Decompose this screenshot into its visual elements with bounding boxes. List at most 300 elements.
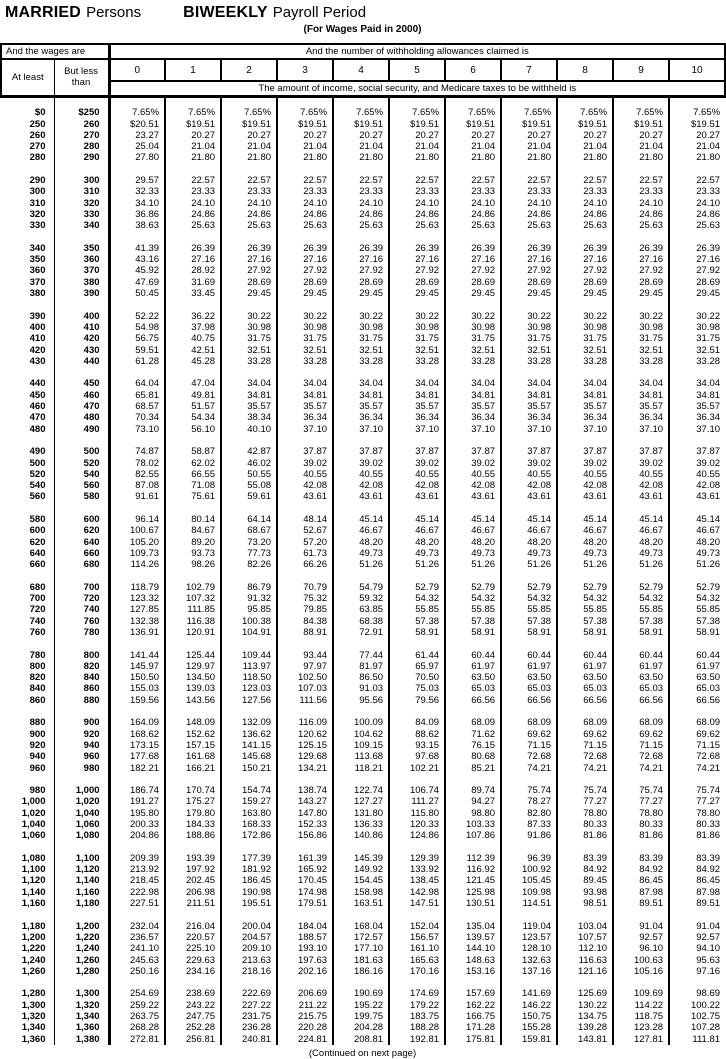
table-header (1, 44, 725, 96)
spacer-cell (333, 706, 389, 717)
spacer-cell (165, 977, 221, 988)
cell-withheld-amount: 21.04 (165, 141, 221, 152)
table-row (1, 424, 725, 435)
table-row (1, 988, 725, 999)
spacer-cell (54, 232, 109, 243)
cell-withheld-amount: 134.75 (557, 1011, 613, 1022)
cell-withheld-amount: 21.04 (277, 141, 333, 152)
cell-wage-less-than: 340 (54, 220, 109, 231)
cell-withheld-amount: 172.57 (333, 932, 389, 943)
cell-withheld-amount: 125.98 (445, 887, 501, 898)
cell-withheld-amount: 54.32 (557, 593, 613, 604)
cell-withheld-amount: 96.14 (109, 514, 165, 525)
spacer-cell (669, 774, 725, 785)
cell-withheld-amount: 33.28 (445, 356, 501, 367)
cell-withheld-amount: 106.74 (389, 785, 445, 796)
table-row (1, 717, 725, 728)
cell-wage-less-than: 960 (54, 751, 109, 762)
cell-withheld-amount: 163.51 (333, 898, 389, 909)
cell-wage-at-least: 1,340 (1, 1022, 54, 1033)
cell-withheld-amount: 48.14 (277, 514, 333, 525)
cell-withheld-amount: 21.04 (696, 141, 721, 153)
cell-withheld-amount: 135.04 (445, 921, 501, 932)
cell-withheld-amount: 63.50 (445, 672, 501, 683)
cell-withheld-amount: 87.98 (613, 887, 669, 898)
cell-withheld-amount: 199.75 (333, 1011, 389, 1022)
cell-withheld-amount: 57.38 (696, 615, 721, 627)
cell-withheld-amount: 40.55 (501, 469, 557, 480)
table-row (1, 875, 725, 886)
cell-withheld-amount: 29.45 (333, 288, 389, 299)
cell-wage-at-least: 1,300 (1, 1000, 54, 1011)
cell-withheld-amount: $19.51 (221, 119, 277, 130)
cell-withheld-amount: 165.63 (389, 955, 445, 966)
cell-withheld-amount: 165.92 (277, 864, 333, 875)
cell-withheld-amount: 150.21 (221, 763, 277, 774)
table-row (1, 198, 725, 209)
cell-withheld-amount: 75.74 (696, 785, 721, 797)
cell-withheld-amount: 68.09 (696, 717, 721, 729)
cell-withheld-amount: 155.28 (501, 1022, 557, 1033)
cell-withheld-amount: 22.57 (221, 175, 277, 186)
cell-withheld-amount: 168.62 (109, 729, 165, 740)
cell-withheld-amount: 68.09 (501, 717, 557, 728)
cell-withheld-amount: 33.28 (221, 356, 277, 367)
spacer-cell (501, 570, 557, 581)
cell-withheld-amount: 118.21 (333, 763, 389, 774)
cell-withheld-amount: 102.75 (690, 1011, 721, 1023)
table-row (1, 141, 725, 152)
cell-withheld-amount: 92.57 (696, 931, 721, 943)
cell-withheld-amount: 218.45 (109, 875, 165, 886)
spacer-cell (613, 570, 669, 581)
cell-withheld-amount: 48.20 (613, 537, 669, 548)
cell-withheld-amount: 30.22 (277, 311, 333, 322)
cell-withheld-amount: 216.04 (165, 921, 221, 932)
cell-withheld-amount: 29.45 (613, 288, 669, 299)
cell-withheld-amount: 40.55 (333, 469, 389, 480)
withholding-table (0, 43, 726, 1045)
cell-withheld-amount: 190.98 (221, 887, 277, 898)
cell-withheld-amount: 157.15 (165, 740, 221, 751)
cell-withheld-amount: 34.04 (696, 378, 721, 390)
table-row (1, 593, 725, 604)
cell-withheld-amount: 36.34 (557, 412, 613, 423)
cell-wage-less-than: 1,360 (54, 1022, 109, 1033)
cell-withheld-amount: 174.69 (389, 988, 445, 999)
cell-withheld-amount: 145.39 (333, 853, 389, 864)
cell-wage-less-than: 270 (54, 130, 109, 141)
spacer-cell (389, 96, 445, 107)
table-body (1, 96, 725, 1045)
table-row (1, 175, 725, 186)
cell-withheld-amount: 121.45 (445, 875, 501, 886)
table-row (1, 751, 725, 762)
cell-wage-less-than: 1,000 (54, 785, 109, 796)
cell-withheld-amount: 48.20 (557, 537, 613, 548)
spacer-cell (669, 706, 725, 717)
cell-withheld-amount: 51.26 (696, 559, 721, 571)
cell-withheld-amount: 142.98 (389, 887, 445, 898)
cell-withheld-amount: 215.75 (277, 1011, 333, 1022)
spacer-cell (445, 706, 501, 717)
cell-withheld-amount: 52.22 (109, 311, 165, 322)
spacer-cell (669, 96, 725, 107)
cell-withheld-amount: 29.45 (557, 288, 613, 299)
cell-withheld-amount: 57.38 (557, 616, 613, 627)
cell-withheld-amount: 66.55 (165, 469, 221, 480)
spacer-cell (669, 503, 725, 514)
cell-withheld-amount: 109.69 (613, 988, 669, 999)
cell-withheld-amount: 34.81 (333, 390, 389, 401)
spacer-cell (389, 977, 445, 988)
cell-withheld-amount: 65.97 (389, 661, 445, 672)
cell-withheld-amount: 52.67 (277, 525, 333, 536)
cell-withheld-amount: 30.98 (501, 322, 557, 333)
table-row (1, 480, 725, 491)
cell-withheld-amount: 34.81 (277, 390, 333, 401)
cell-withheld-amount: 225.10 (165, 943, 221, 954)
group-spacer-row (1, 503, 725, 514)
cell-withheld-amount: 139.28 (557, 1022, 613, 1033)
group-spacer-row (1, 977, 725, 988)
cell-withheld-amount: 136.91 (109, 627, 165, 638)
cell-withheld-amount: 59.61 (221, 491, 277, 502)
cell-wage-less-than: 1,100 (54, 853, 109, 864)
cell-wage-at-least: 450 (1, 390, 54, 401)
cell-withheld-amount: 30.98 (389, 322, 445, 333)
group-spacer-row (1, 299, 725, 310)
cell-withheld-amount: 89.51 (613, 898, 669, 909)
cell-withheld-amount: 43.61 (333, 491, 389, 502)
cell-withheld-amount: 123.03 (221, 683, 277, 694)
table-row (1, 785, 725, 796)
cell-withheld-amount: 27.16 (165, 254, 221, 265)
cell-withheld-amount: 52.79 (445, 582, 501, 593)
cell-withheld-amount: 26.39 (557, 243, 613, 254)
cell-withheld-amount: 40.55 (557, 469, 613, 480)
cell-withheld-amount: 35.57 (445, 401, 501, 412)
cell-withheld-amount: 21.04 (333, 141, 389, 152)
cell-withheld-amount: 89.74 (445, 785, 501, 796)
cell-withheld-amount: 84.38 (277, 616, 333, 627)
cell-withheld-amount: 77.27 (613, 796, 669, 807)
cell-withheld-amount: 27.16 (445, 254, 501, 265)
cell-wage-at-least: 250 (1, 119, 54, 130)
cell-withheld-amount: 247.75 (165, 1011, 221, 1022)
spacer-cell (277, 232, 333, 243)
cell-wage-at-least: 560 (1, 491, 54, 502)
cell-withheld-amount: 64.04 (109, 378, 165, 389)
cell-withheld-amount: 92.57 (613, 932, 669, 943)
cell-withheld-amount: 76.15 (445, 740, 501, 751)
cell-withheld-amount: 65.03 (696, 683, 721, 695)
cell-withheld-amount: 136.62 (221, 729, 277, 740)
cell-withheld-amount: 26.39 (333, 243, 389, 254)
cell-withheld-amount: 68.09 (445, 717, 501, 728)
spacer-cell (445, 96, 501, 107)
cell-withheld-amount: 25.63 (501, 220, 557, 231)
cell-withheld-amount: 55.85 (613, 604, 669, 615)
spacer-cell (389, 435, 445, 446)
cell-withheld-amount: 91.03 (333, 683, 389, 694)
allowance-col-1: 1 (165, 59, 221, 81)
cell-wage-less-than: 290 (54, 152, 109, 163)
cell-withheld-amount: 27.92 (613, 265, 669, 276)
spacer-cell (1, 367, 54, 378)
cell-withheld-amount: 30.22 (501, 311, 557, 322)
cell-withheld-amount: 35.57 (557, 401, 613, 412)
spacer-cell (1, 232, 54, 243)
table-row (1, 729, 725, 740)
cell-withheld-amount: $19.51 (333, 119, 389, 130)
cell-withheld-amount: 122.74 (333, 785, 389, 796)
cell-wage-at-least: 1,020 (1, 808, 54, 819)
cell-withheld-amount: 27.16 (613, 254, 669, 265)
cell-withheld-amount: 58.91 (613, 627, 669, 638)
spacer-cell (277, 638, 333, 649)
cell-withheld-amount: 114.51 (501, 898, 557, 909)
cell-withheld-amount: 105.20 (109, 537, 165, 548)
cell-withheld-amount: 54.32 (501, 593, 557, 604)
cell-withheld-amount: 159.27 (221, 796, 277, 807)
spacer-cell (221, 503, 277, 514)
spacer-cell (333, 435, 389, 446)
cell-withheld-amount: 171.28 (445, 1022, 501, 1033)
cell-withheld-amount: 42.08 (696, 480, 721, 492)
group-spacer-row (1, 909, 725, 920)
spacer-cell (389, 706, 445, 717)
spacer-cell (221, 774, 277, 785)
cell-withheld-amount: 97.68 (389, 751, 445, 762)
cell-withheld-amount: 141.69 (501, 988, 557, 999)
cell-withheld-amount: 52.79 (501, 582, 557, 593)
cell-withheld-amount: 161.68 (165, 751, 221, 762)
spacer-cell (221, 570, 277, 581)
cell-wage-at-least: 960 (1, 763, 54, 774)
cell-withheld-amount: 168.33 (221, 819, 277, 830)
spacer-cell (109, 164, 165, 175)
cell-withheld-amount: 58.91 (501, 627, 557, 638)
cell-withheld-amount: 25.63 (557, 220, 613, 231)
table-row (1, 864, 725, 875)
cell-withheld-amount: 36.86 (109, 209, 165, 220)
cell-withheld-amount: 166.21 (165, 763, 221, 774)
cell-withheld-amount: 27.92 (445, 265, 501, 276)
cell-withheld-amount: 84.92 (696, 864, 721, 876)
cell-wage-at-least: 700 (1, 593, 54, 604)
cell-withheld-amount: 186.45 (221, 875, 277, 886)
spacer-cell (501, 435, 557, 446)
cell-wage-at-least: $0 (1, 107, 54, 118)
cell-withheld-amount: 24.86 (613, 209, 669, 220)
cell-wage-less-than: 280 (54, 141, 109, 152)
cell-withheld-amount: 29.45 (389, 288, 445, 299)
cell-withheld-amount: 45.14 (389, 514, 445, 525)
cell-wage-at-least: 680 (1, 582, 54, 593)
cell-withheld-amount: 65.03 (613, 683, 669, 694)
spacer-cell (1, 503, 54, 514)
cell-withheld-amount: 37.87 (696, 446, 721, 458)
cell-withheld-amount: 24.10 (501, 198, 557, 209)
table-row (1, 469, 725, 480)
cell-withheld-amount: 23.33 (333, 186, 389, 197)
cell-withheld-amount: 35.57 (613, 401, 669, 412)
cell-withheld-amount: 96.10 (613, 943, 669, 954)
cell-wage-at-least: 370 (1, 277, 54, 288)
cell-wage-at-least: 1,280 (1, 988, 54, 999)
cell-withheld-amount: 75.74 (557, 785, 613, 796)
cell-withheld-amount: 49.73 (333, 548, 389, 559)
allowance-col-5: 5 (389, 59, 445, 81)
cell-withheld-amount: 47.69 (109, 277, 165, 288)
cell-withheld-amount: 54.32 (445, 593, 501, 604)
allowance-col-7: 7 (501, 59, 557, 81)
spacer-cell (501, 909, 557, 920)
cell-withheld-amount: 24.10 (389, 198, 445, 209)
cell-withheld-amount: 132.63 (501, 955, 557, 966)
table-row (1, 378, 725, 389)
spacer-cell (333, 570, 389, 581)
cell-withheld-amount: 29.45 (445, 288, 501, 299)
cell-wage-at-least: 320 (1, 209, 54, 220)
cell-withheld-amount: 24.10 (696, 197, 721, 209)
cell-withheld-amount: 31.75 (696, 333, 721, 345)
cell-withheld-amount: 179.22 (389, 1000, 445, 1011)
cell-withheld-amount: 66.56 (613, 695, 669, 706)
cell-withheld-amount: 24.10 (277, 198, 333, 209)
table-row (1, 1022, 725, 1033)
spacer-cell (277, 367, 333, 378)
cell-withheld-amount: 104.91 (221, 627, 277, 638)
cell-withheld-amount: 236.28 (221, 1022, 277, 1033)
cell-withheld-amount: 49.73 (389, 548, 445, 559)
spacer-cell (54, 367, 109, 378)
spacer-cell (221, 164, 277, 175)
spacer-cell (54, 842, 109, 853)
title-persons: Persons (86, 4, 142, 21)
cell-withheld-amount: 40.55 (613, 469, 669, 480)
cell-withheld-amount: 24.86 (221, 209, 277, 220)
cell-withheld-amount: 30.22 (221, 311, 277, 322)
cell-withheld-amount: 152.62 (165, 729, 221, 740)
cell-withheld-amount: 91.04 (696, 920, 721, 932)
cell-wage-less-than: 430 (54, 345, 109, 356)
cell-withheld-amount: 157.69 (445, 988, 501, 999)
cell-withheld-amount: 23.27 (109, 130, 165, 141)
cell-withheld-amount: 118.79 (109, 582, 165, 593)
cell-withheld-amount: 42.08 (389, 480, 445, 491)
cell-withheld-amount: 119.04 (501, 921, 557, 932)
cell-withheld-amount: 89.51 (696, 898, 721, 910)
cell-wage-at-least: 440 (1, 378, 54, 389)
cell-wage-less-than: 1,300 (54, 988, 109, 999)
cell-wage-less-than: 800 (54, 650, 109, 661)
subtitle-wages-paid-year: (For Wages Paid in 2000) (303, 24, 422, 35)
cell-withheld-amount: 21.80 (221, 152, 277, 163)
cell-withheld-amount: 22.57 (557, 175, 613, 186)
spacer-cell (389, 299, 445, 310)
group-spacer-row (1, 435, 725, 446)
cell-withheld-amount: 40.55 (389, 469, 445, 480)
cell-withheld-amount: 236.57 (109, 932, 165, 943)
cell-withheld-amount: 52.79 (613, 582, 669, 593)
cell-withheld-amount: 20.27 (277, 130, 333, 141)
spacer-cell (54, 570, 109, 581)
cell-withheld-amount: 78.80 (613, 808, 669, 819)
cell-withheld-amount: 46.67 (696, 525, 721, 537)
cell-withheld-amount: 25.63 (221, 220, 277, 231)
spacer-cell (613, 96, 669, 107)
spacer-cell (501, 638, 557, 649)
cell-wage-less-than: 350 (54, 243, 109, 254)
cell-withheld-amount: 58.91 (445, 627, 501, 638)
cell-withheld-amount: 49.73 (613, 548, 669, 559)
cell-withheld-amount: 49.73 (557, 548, 613, 559)
cell-wage-less-than: 320 (54, 198, 109, 209)
table-row (1, 921, 725, 932)
cell-withheld-amount: 27.16 (696, 254, 721, 266)
cell-wage-less-than: 1,160 (54, 887, 109, 898)
cell-withheld-amount: 54.34 (165, 412, 221, 423)
cell-withheld-amount: 172.86 (221, 830, 277, 841)
spacer-cell (165, 96, 221, 107)
cell-wage-less-than: 500 (54, 446, 109, 457)
cell-withheld-amount: 30.98 (445, 322, 501, 333)
cell-withheld-amount: 45.28 (165, 356, 221, 367)
cell-withheld-amount: 77.73 (221, 548, 277, 559)
spacer-cell (165, 435, 221, 446)
cell-withheld-amount: 120.33 (389, 819, 445, 830)
cell-wage-less-than: 310 (54, 186, 109, 197)
cell-withheld-amount: 77.27 (557, 796, 613, 807)
cell-wage-less-than: 700 (54, 582, 109, 593)
spacer-cell (1, 842, 54, 853)
cell-withheld-amount: 121.16 (557, 966, 613, 977)
header-row-caption (1, 81, 725, 96)
cell-wage-at-least: 360 (1, 265, 54, 276)
cell-wage-at-least: 460 (1, 401, 54, 412)
cell-withheld-amount: 28.69 (613, 277, 669, 288)
cell-withheld-amount: 173.15 (109, 740, 165, 751)
cell-withheld-amount: 61.28 (109, 356, 165, 367)
cell-withheld-amount: 57.38 (501, 616, 557, 627)
cell-withheld-amount: 179.80 (165, 808, 221, 819)
cell-withheld-amount: 127.85 (109, 604, 165, 615)
cell-withheld-amount: 48.20 (501, 537, 557, 548)
allowance-col-0: 0 (109, 59, 165, 81)
spacer-cell (389, 570, 445, 581)
spacer-cell (109, 367, 165, 378)
cell-withheld-amount: $19.51 (445, 119, 501, 130)
cell-wage-less-than: 1,260 (54, 955, 109, 966)
cell-withheld-amount: 132.38 (109, 616, 165, 627)
spacer-cell (165, 706, 221, 717)
spacer-cell (501, 706, 557, 717)
group-spacer-row (1, 96, 725, 107)
header-row-wages (1, 44, 725, 59)
cell-withheld-amount: 35.57 (389, 401, 445, 412)
cell-withheld-amount: 36.34 (277, 412, 333, 423)
cell-withheld-amount: 68.38 (333, 616, 389, 627)
spacer-cell (277, 842, 333, 853)
cell-withheld-amount: 158.98 (333, 887, 389, 898)
cell-withheld-amount: 166.75 (445, 1011, 501, 1022)
spacer-cell (501, 774, 557, 785)
cell-wage-at-least: 1,180 (1, 921, 54, 932)
cell-withheld-amount: 268.28 (109, 1022, 165, 1033)
cell-withheld-amount: 24.10 (221, 198, 277, 209)
